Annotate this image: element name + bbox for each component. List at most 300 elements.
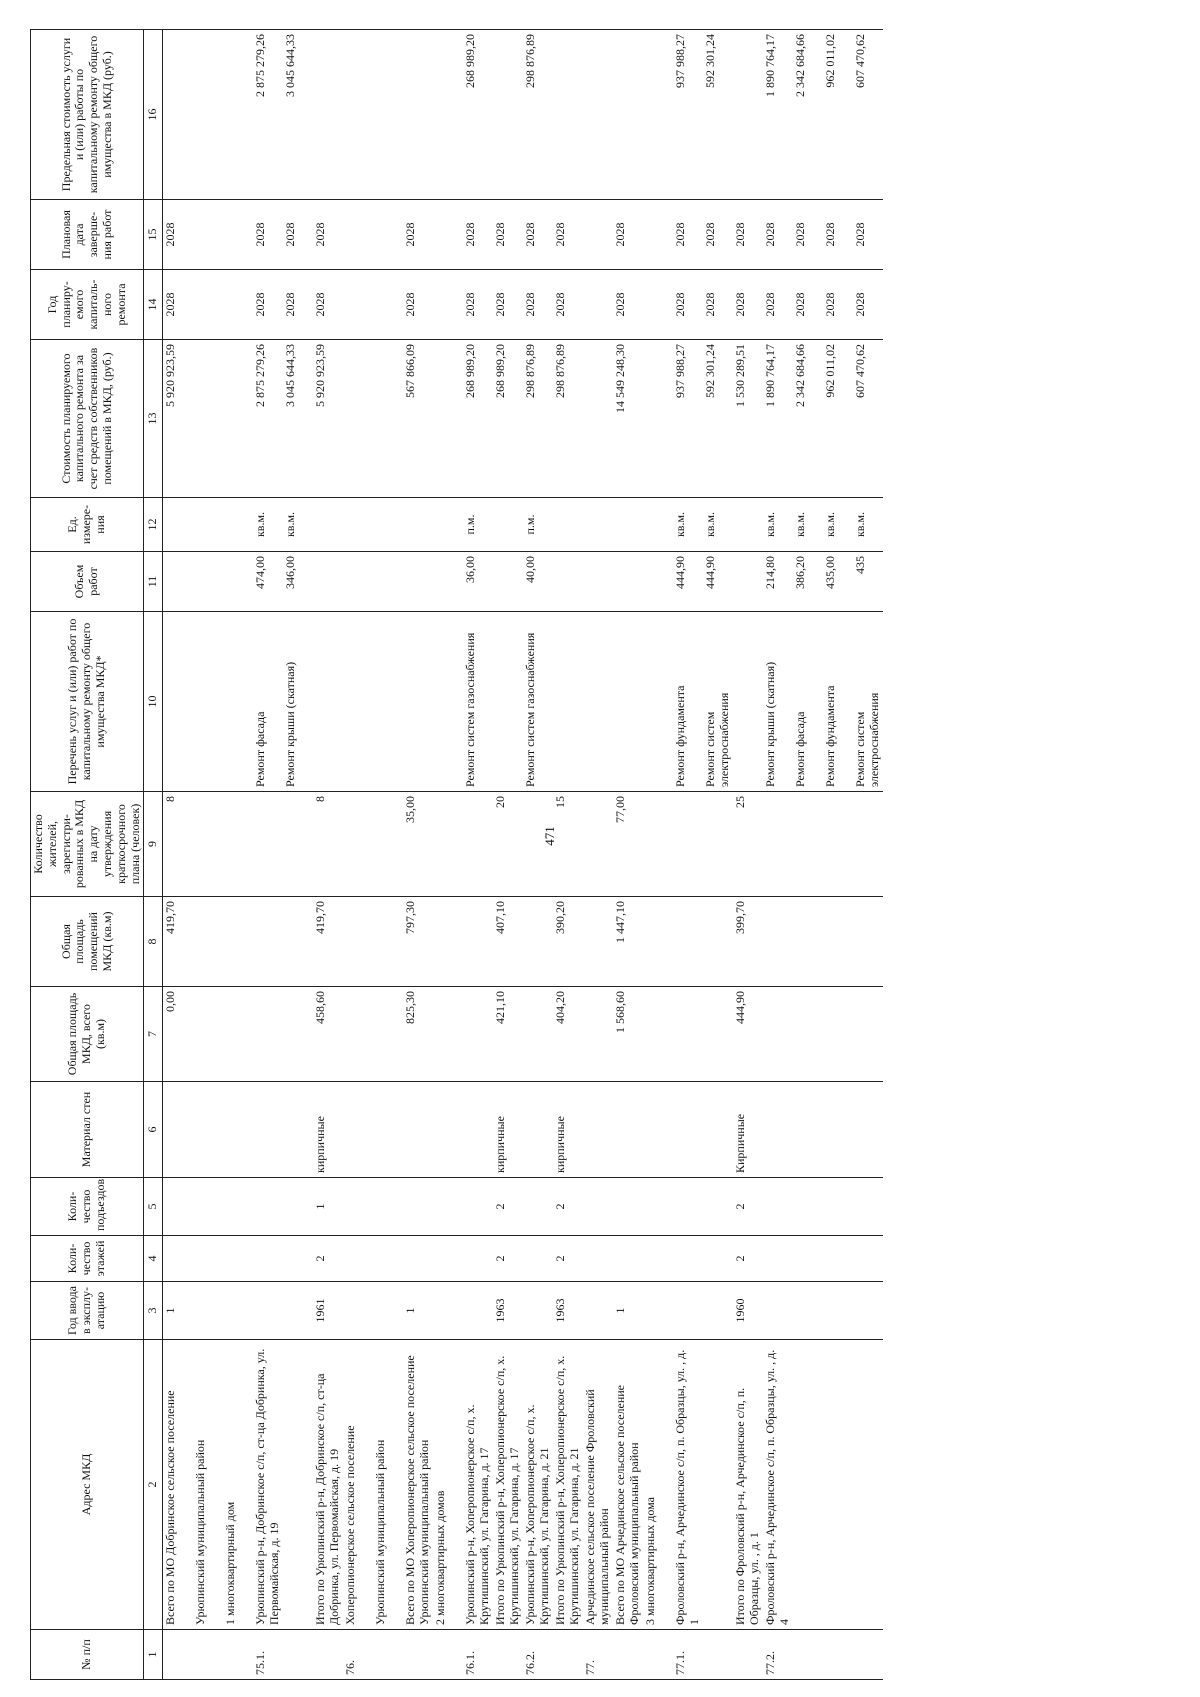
table-cell <box>373 612 403 792</box>
table-cell <box>343 792 373 897</box>
table-cell <box>793 1630 823 1680</box>
table-cell <box>373 498 403 552</box>
table-cell: 36,00 <box>463 552 493 612</box>
table-cell: 2028 <box>823 270 853 340</box>
table-cell: 40,00 <box>523 552 553 612</box>
table-cell: 2028 <box>823 200 853 270</box>
table-cell <box>193 1282 223 1340</box>
table-cell <box>283 1236 313 1282</box>
table-cell: 1963 <box>553 1282 583 1340</box>
table-cell <box>703 1630 733 1680</box>
table-cell <box>733 1630 763 1680</box>
table-cell <box>553 612 583 792</box>
table-cell <box>823 1340 853 1630</box>
column-header-2: Адрес МКД <box>31 1340 144 1630</box>
column-header-14: Год планиру-емого капиталь-ного ремонта <box>31 270 144 340</box>
table-cell <box>673 792 703 897</box>
table-cell <box>523 1082 553 1178</box>
table-cell: 1 <box>613 1282 643 1340</box>
column-header-6: Материал стен <box>31 1082 144 1178</box>
table-cell <box>343 340 373 498</box>
table-row <box>613 30 643 1680</box>
table-cell: кв.м. <box>793 498 823 552</box>
table-cell <box>553 552 583 612</box>
table-cell <box>223 792 253 897</box>
table-cell <box>523 1236 553 1282</box>
table-cell: кв.м. <box>283 498 313 552</box>
table-cell <box>643 1082 673 1178</box>
table-cell <box>643 612 673 792</box>
table-cell <box>463 792 493 897</box>
table-cell: 346,00 <box>283 552 313 612</box>
table-cell <box>433 1282 463 1340</box>
table-row <box>793 30 823 1680</box>
table-cell: 1 <box>313 1178 343 1236</box>
table-cell <box>163 1178 194 1236</box>
table-cell: Итого по Урюпинский р-н, Добринское с/п, ст-ца Добринка, ул. Первомайская, д. 19 <box>313 1340 343 1630</box>
table-cell <box>223 340 253 498</box>
table-cell: 3 045 644,33 <box>283 30 313 200</box>
table-cell: 2028 <box>493 200 523 270</box>
table-cell: Ремонт фундамента <box>673 612 703 792</box>
table-cell: 592 301,24 <box>703 30 733 200</box>
table-cell <box>373 1236 403 1282</box>
table-cell <box>643 1282 673 1340</box>
table-cell <box>643 897 673 987</box>
table-row <box>193 30 223 1680</box>
table-cell <box>343 498 373 552</box>
table-cell: 435,00 <box>823 552 853 612</box>
table-cell <box>703 1340 733 1630</box>
table-cell: 419,70 <box>163 897 194 987</box>
table-cell <box>223 987 253 1082</box>
table-cell <box>163 1082 194 1178</box>
table-cell <box>433 340 463 498</box>
table-cell <box>343 200 373 270</box>
table-cell <box>343 987 373 1082</box>
table-cell <box>763 987 793 1082</box>
table-cell <box>433 270 463 340</box>
table-cell <box>343 612 373 792</box>
table-cell: 1 530 289,51 <box>733 340 763 498</box>
table-cell <box>313 30 343 200</box>
table-cell: 1 568,60 <box>613 987 643 1082</box>
column-number-11: 11 <box>144 552 163 612</box>
table-cell: Урюпинский р-н, Добринское с/п, ст-ца Добринка, ул. Первомайская, д. 19 <box>253 1340 283 1630</box>
table-cell <box>643 1630 673 1680</box>
table-cell: 2 <box>553 1236 583 1282</box>
table-cell <box>673 1236 703 1282</box>
table-cell: 77.1. <box>673 1630 703 1680</box>
table-cell: 268 989,20 <box>463 340 493 498</box>
column-number-8: 8 <box>144 897 163 987</box>
table-cell: 76.2. <box>523 1630 553 1680</box>
table-row <box>523 30 553 1680</box>
table-cell <box>763 1082 793 1178</box>
table-cell <box>613 30 643 200</box>
column-number-5: 5 <box>144 1178 163 1236</box>
table-row <box>373 30 403 1680</box>
column-number-2: 2 <box>144 1340 163 1630</box>
table-cell: 2028 <box>733 270 763 340</box>
table-cell: п.м. <box>463 498 493 552</box>
table-cell: 2028 <box>523 270 553 340</box>
table-cell: Итого по Урюпинский р-н, Хоперопионерское с/п, х. Крутишинский, ул. Гагарина, д. 21 <box>553 1340 583 1630</box>
table-cell <box>853 1282 883 1340</box>
table-row <box>343 30 373 1680</box>
table-cell <box>613 1082 643 1178</box>
table-cell: 937 988,27 <box>673 340 703 498</box>
table-cell <box>673 987 703 1082</box>
table-cell: 2028 <box>763 270 793 340</box>
table-cell: 419,70 <box>313 897 343 987</box>
table-cell <box>493 552 523 612</box>
table-cell: 2028 <box>493 270 523 340</box>
table-cell <box>253 792 283 897</box>
table-cell <box>673 1282 703 1340</box>
table-cell: 421,10 <box>493 987 523 1082</box>
table-row <box>283 30 313 1680</box>
table-cell <box>853 987 883 1082</box>
table-cell: 592 301,24 <box>703 340 733 498</box>
table-cell: Арчединское сельское поселение Фроловский муниципальный район <box>583 1340 613 1630</box>
table-cell: 2 <box>733 1236 763 1282</box>
column-number-6: 6 <box>144 1082 163 1178</box>
table-cell <box>493 1630 523 1680</box>
table-cell: Ремонт систем электроснабжения <box>853 612 883 792</box>
column-number-12: 12 <box>144 498 163 552</box>
table-cell <box>163 30 194 200</box>
table-cell <box>793 1236 823 1282</box>
table-cell <box>433 1082 463 1178</box>
table-row <box>643 30 673 1680</box>
table-cell: 390,20 <box>553 897 583 987</box>
table-cell: Фроловский р-н, Арчединское с/п, п. Образцы, ул. , д. 1 <box>673 1340 703 1630</box>
table-cell: 14 549 248,30 <box>613 340 643 498</box>
table-cell <box>193 792 223 897</box>
table-cell: 2028 <box>313 270 343 340</box>
table-row <box>433 30 463 1680</box>
table-cell <box>583 270 613 340</box>
table-cell <box>403 1082 433 1178</box>
table-cell <box>613 612 643 792</box>
table-cell <box>493 498 523 552</box>
table-cell <box>583 30 613 200</box>
table-cell: 2028 <box>733 200 763 270</box>
table-cell <box>373 340 403 498</box>
table-cell <box>643 498 673 552</box>
table-cell: 2 <box>493 1178 523 1236</box>
table-cell <box>583 552 613 612</box>
table-cell: 1963 <box>493 1282 523 1340</box>
table-cell <box>403 498 433 552</box>
table-cell: кв.м. <box>673 498 703 552</box>
table-cell <box>253 1236 283 1282</box>
table-cell <box>703 1082 733 1178</box>
table-cell <box>223 1630 253 1680</box>
table-row <box>253 30 283 1680</box>
table-cell <box>283 1282 313 1340</box>
table-cell <box>853 1340 883 1630</box>
table-cell <box>433 792 463 897</box>
table-cell <box>163 1630 194 1680</box>
table-cell: 2028 <box>463 270 493 340</box>
page-number: 471 <box>541 826 557 846</box>
table-cell: 937 988,27 <box>673 30 703 200</box>
table-cell <box>583 792 613 897</box>
table-cell <box>403 30 433 200</box>
table-cell <box>283 1082 313 1178</box>
table-cell: Всего по МО Арчединское сельское поселение Фроловский муниципальный район <box>613 1340 643 1630</box>
table-cell <box>793 987 823 1082</box>
table-cell: Урюпинский р-н, Хоперопионерское с/п, х. Крутишинский, ул. Гагарина, д. 21 <box>523 1340 553 1630</box>
table-cell: Ремонт крыши (скатная) <box>283 612 313 792</box>
table-cell <box>673 1178 703 1236</box>
column-header-5: Коли-чество подъездов <box>31 1178 144 1236</box>
table-cell <box>283 1630 313 1680</box>
table-cell <box>853 1236 883 1282</box>
table-cell <box>343 30 373 200</box>
table-cell <box>823 792 853 897</box>
table-cell <box>373 552 403 612</box>
table-cell: 2028 <box>253 270 283 340</box>
table-cell: Ремонт крыши (скатная) <box>763 612 793 792</box>
table-cell <box>433 30 463 200</box>
table-cell: 77,00 <box>613 792 643 897</box>
table-row <box>463 30 493 1680</box>
table-cell: Урюпинский муниципальный район <box>373 1340 403 1630</box>
table-cell <box>583 498 613 552</box>
table-row <box>403 30 433 1680</box>
table-cell <box>223 897 253 987</box>
table-cell <box>853 792 883 897</box>
table-cell <box>193 1630 223 1680</box>
table-cell <box>193 897 223 987</box>
table-row <box>163 30 194 1680</box>
table-cell <box>193 612 223 792</box>
table-cell: 435 <box>853 552 883 612</box>
table-cell <box>823 1082 853 1178</box>
column-header-13: Стоимость планируемого капитального ремонта за счет средств собственников помещений в МКД, (руб.) <box>31 340 144 498</box>
table-cell: 1 890 764,17 <box>763 340 793 498</box>
table-cell <box>373 897 403 987</box>
table-cell: 214,80 <box>763 552 793 612</box>
column-number-14: 14 <box>144 270 163 340</box>
table-cell: 2028 <box>853 270 883 340</box>
column-number-row <box>144 30 163 1680</box>
column-header-11: Объем работ <box>31 552 144 612</box>
table-body <box>163 30 884 1680</box>
table-cell <box>613 1236 643 1282</box>
capital-repair-table <box>30 29 883 1680</box>
table-cell: 5 920 923,59 <box>163 340 194 498</box>
table-cell <box>733 552 763 612</box>
column-number-15: 15 <box>144 200 163 270</box>
table-cell <box>163 552 194 612</box>
table-cell: 2028 <box>283 200 313 270</box>
table-cell: Всего по МО Добринское сельское поселение <box>163 1340 194 1630</box>
table-cell: Фроловский р-н, Арчединское с/п, п. Образцы, ул. , д. 4 <box>763 1340 793 1630</box>
table-cell: 2 многоквартирных домов <box>433 1340 463 1630</box>
table-cell: 298 876,89 <box>523 340 553 498</box>
table-cell: 825,30 <box>403 987 433 1082</box>
table-cell <box>373 270 403 340</box>
table-cell: 298 876,89 <box>553 340 583 498</box>
table-cell <box>523 1178 553 1236</box>
table-cell <box>253 1178 283 1236</box>
table-cell <box>343 1236 373 1282</box>
table-cell <box>643 552 673 612</box>
table-cell <box>433 200 463 270</box>
table-cell <box>253 897 283 987</box>
table-cell: 386,20 <box>793 552 823 612</box>
table-cell <box>613 1178 643 1236</box>
table-cell <box>583 1236 613 1282</box>
table-cell: Хоперопионерское сельское поселение <box>343 1340 373 1630</box>
table-cell <box>763 1236 793 1282</box>
table-cell: 2028 <box>673 200 703 270</box>
table-cell: 2028 <box>793 270 823 340</box>
table-cell <box>193 987 223 1082</box>
table-cell: 474,00 <box>253 552 283 612</box>
table-cell <box>523 792 553 897</box>
table-cell <box>463 987 493 1082</box>
table-cell <box>223 1082 253 1178</box>
table-cell <box>433 1630 463 1680</box>
table-cell: 2028 <box>703 270 733 340</box>
table-cell: 5 920 923,59 <box>313 340 343 498</box>
table-cell: 76.1. <box>463 1630 493 1680</box>
table-cell <box>733 30 763 200</box>
table-cell <box>313 552 343 612</box>
table-cell <box>733 498 763 552</box>
table-row <box>553 30 583 1680</box>
table-cell <box>373 1282 403 1340</box>
table-cell: 444,90 <box>733 987 763 1082</box>
table-cell: 2028 <box>853 200 883 270</box>
table-cell: 2 342 684,66 <box>793 30 823 200</box>
table-cell <box>583 1082 613 1178</box>
table-cell <box>223 30 253 200</box>
column-header-16: Предельная стоимость услуги и (или) работы по капитальному ремонту общего имущества в МКД (руб.) <box>31 30 144 200</box>
table-cell <box>193 1178 223 1236</box>
table-cell <box>763 897 793 987</box>
table-cell: Итого по Фроловский р-н, Арчединское с/п, п. Образцы, ул. , д. 1 <box>733 1340 763 1630</box>
table-cell: 8 <box>313 792 343 897</box>
table-cell <box>523 987 553 1082</box>
table-cell: кирпичные <box>313 1082 343 1178</box>
table-cell: Ремонт фундамента <box>823 612 853 792</box>
table-cell: 77. <box>583 1630 613 1680</box>
column-header-12: Ед. измере-ния <box>31 498 144 552</box>
table-cell <box>223 270 253 340</box>
table-cell <box>493 30 523 200</box>
table-cell <box>253 987 283 1082</box>
table-cell <box>343 1282 373 1340</box>
table-cell: 2028 <box>553 200 583 270</box>
table-cell <box>463 897 493 987</box>
table-cell <box>343 897 373 987</box>
table-cell <box>583 612 613 792</box>
table-cell <box>223 612 253 792</box>
table-cell <box>823 987 853 1082</box>
table-cell: 607 470,62 <box>853 30 883 200</box>
table-cell <box>163 612 194 792</box>
column-number-16: 16 <box>144 30 163 200</box>
table-cell <box>853 1630 883 1680</box>
table-cell <box>583 200 613 270</box>
rotated-table-sheet <box>30 30 1110 1680</box>
table-cell: 2028 <box>163 200 194 270</box>
table-cell <box>343 552 373 612</box>
table-row <box>313 30 343 1680</box>
table-cell: кв.м. <box>703 498 733 552</box>
table-cell <box>373 1082 403 1178</box>
table-cell: 268 989,20 <box>493 340 523 498</box>
header-row <box>31 30 144 1680</box>
table-cell <box>283 987 313 1082</box>
table-cell <box>193 270 223 340</box>
table-cell: 76. <box>343 1630 373 1680</box>
table-cell <box>733 612 763 792</box>
table-cell: Ремонт систем электроснабжения <box>703 612 733 792</box>
table-cell <box>613 1630 643 1680</box>
table-cell <box>193 200 223 270</box>
table-cell <box>523 897 553 987</box>
table-cell: 15 <box>553 792 583 897</box>
table-cell <box>613 552 643 612</box>
column-header-7: Общая площадь МКД, всего (кв.м) <box>31 987 144 1082</box>
table-cell <box>853 897 883 987</box>
table-cell <box>403 1236 433 1282</box>
table-cell <box>343 1178 373 1236</box>
table-cell: Урюпинский муниципальный район <box>193 1340 223 1630</box>
table-cell <box>853 1178 883 1236</box>
table-cell <box>433 612 463 792</box>
table-cell <box>793 1178 823 1236</box>
table-row <box>763 30 793 1680</box>
table-cell: 1 <box>403 1282 433 1340</box>
table-cell <box>373 792 403 897</box>
table-cell <box>193 1082 223 1178</box>
table-cell <box>223 552 253 612</box>
table-cell <box>373 1630 403 1680</box>
table-cell <box>403 612 433 792</box>
table-cell <box>553 1630 583 1680</box>
table-cell <box>223 1178 253 1236</box>
table-cell <box>643 30 673 200</box>
column-number-7: 7 <box>144 987 163 1082</box>
column-header-15: Плановая дата заверше-ния работ <box>31 200 144 270</box>
table-cell: 797,30 <box>403 897 433 987</box>
column-header-9: Количество жителей, зарегистри-рованных в МКД на дату утверждения краткосрочного плана (человек) <box>31 792 144 897</box>
table-cell <box>553 30 583 200</box>
column-header-8: Общая площадь помещений МКД (кв.м) <box>31 897 144 987</box>
table-cell: 2028 <box>403 270 433 340</box>
table-cell <box>463 1282 493 1340</box>
table-cell <box>373 30 403 200</box>
table-cell <box>223 200 253 270</box>
table-cell <box>253 1082 283 1178</box>
table-row <box>703 30 733 1680</box>
table-cell: 2028 <box>673 270 703 340</box>
table-cell <box>463 1236 493 1282</box>
table-cell <box>553 498 583 552</box>
table-cell: Всего по МО Хоперопионерское сельское поселение Урюпинский муниципальный район <box>403 1340 433 1630</box>
table-cell: 962 011,02 <box>823 30 853 200</box>
table-cell: 75.1. <box>253 1630 283 1680</box>
table-cell <box>583 1282 613 1340</box>
